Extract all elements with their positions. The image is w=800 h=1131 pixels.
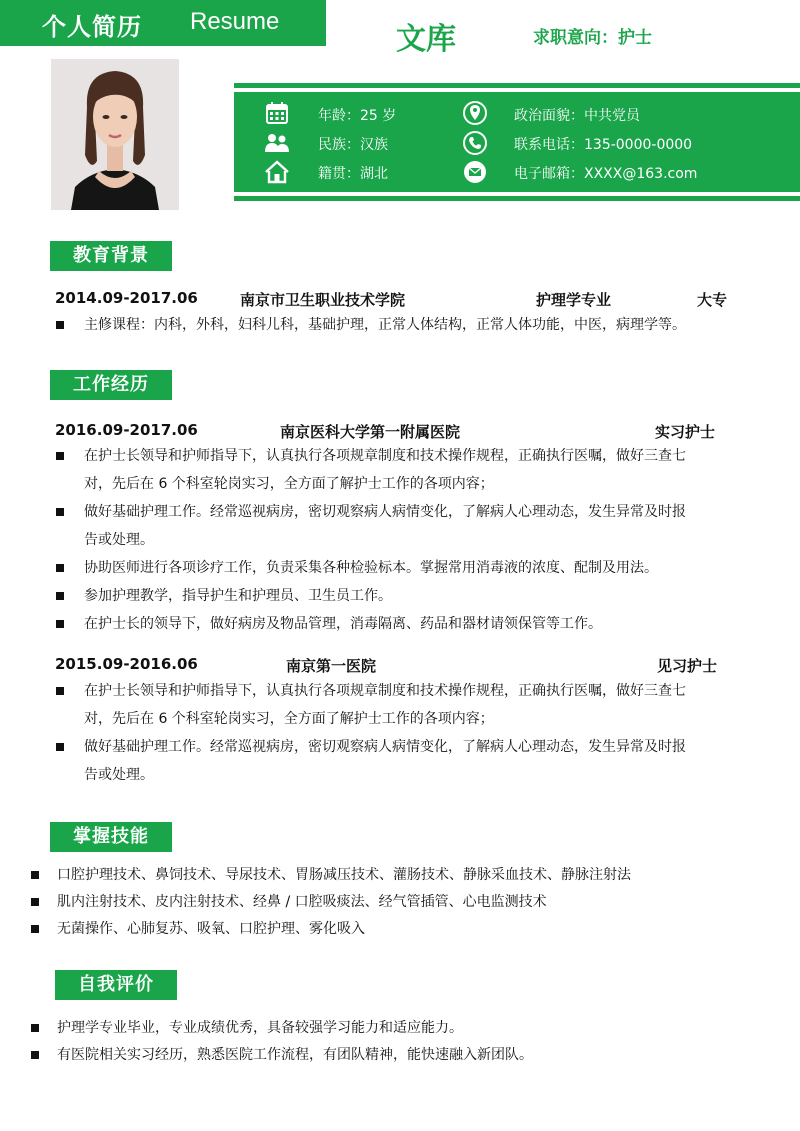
job-duty-line: 在护士长的领导下，做好病房及物品管理，消毒隔离、药品和器材请领保管等工作。 [84,616,602,632]
bullet [31,871,39,879]
job-duty-line: 参加护理教学，指导护生和护理员、卫生员工作。 [84,588,392,604]
education-major: 护理学专业 [536,291,612,309]
job-duty-line: 告或处理。 [84,767,154,783]
resume-title-en: Resume [190,8,280,35]
bullet [31,898,39,906]
info-top-rule [234,83,800,88]
profile-photo [51,59,179,210]
bullet [31,1024,39,1032]
origin-field: 籍贯：湖北 [318,166,388,182]
home-icon [264,159,290,185]
job-role: 实习护士 [655,423,716,441]
job-organization: 南京第一医院 [286,657,377,675]
job-duty-line: 告或处理。 [84,532,154,548]
education-degree: 大专 [697,291,728,309]
bullet [56,687,64,695]
phone-field: 联系电话：135-0000-0000 [514,137,693,153]
title-banner [0,0,326,46]
job-period: 2016.09-2017.06 [55,421,198,439]
calendar-icon [264,100,290,126]
self-eval-item: 护理学专业毕业，专业成绩优秀，具备较强学习能力和适应能力。 [57,1020,463,1036]
education-school: 南京市卫生职业技术学院 [240,291,406,309]
skill-item: 口腔护理技术、鼻饲技术、导尿技术、胃肠减压技术、灌肠技术、静脉采血技术、静脉注射法 [57,867,631,883]
brand-label: 文库 [396,22,456,57]
self-eval-heading: 自我评价 [55,970,177,1000]
basic-info-panel [234,83,800,201]
job-duty-line: 在护士长领导和护师指导下，认真执行各项规章制度和技术操作规程，正确执行医嘱，做好三查七 [84,448,686,464]
job-role: 见习护士 [657,657,718,675]
job-duty-line: 在护士长领导和护师指导下，认真执行各项规章制度和技术操作规程，正确执行医嘱，做好三查七 [84,683,686,699]
bullet [56,564,64,572]
bullet [31,925,39,933]
skill-item: 无菌操作、心肺复苏、吸氧、口腔护理、雾化吸入 [57,921,365,937]
ethnicity-field: 民族：汉族 [318,137,388,153]
resume-title-cn: 个人简历 [42,13,142,41]
job-organization: 南京医科大学第一附属医院 [280,423,461,441]
bullet [56,592,64,600]
job-duty-line: 协助医师进行各项诊疗工作，负责采集各种检验标本。掌握常用消毒液的浓度、配制及用法。 [84,560,658,576]
education-period: 2014.09-2017.06 [55,289,198,307]
email-field: 电子邮箱：XXXX@163.com [514,166,698,182]
skill-item: 肌内注射技术、皮内注射技术、经鼻 / 口腔吸痰法、经气管插管、心电监测技术 [57,894,547,910]
age-field: 年龄：25 岁 [318,108,397,124]
bullet [56,620,64,628]
mail-icon [462,159,488,185]
politics-field: 政治面貌：中共党员 [514,108,640,124]
bullet [56,743,64,751]
job-period: 2015.09-2016.06 [55,655,198,673]
job-duty-line: 对，先后在 6 个科室轮岗实习，全方面了解护士工作的各项内容； [84,476,494,492]
job-intent: 求职意向：护士 [533,28,652,48]
people-icon [264,130,290,156]
bullet [31,1051,39,1059]
info-bottom-rule [234,196,800,201]
bullet [56,321,64,329]
education-courses: 主修课程：内科，外科，妇科儿科，基础护理，正常人体结构，正常人体功能，中医，病理学等。 [84,317,686,333]
skills-heading: 掌握技能 [50,822,172,852]
job-duty-line: 做好基础护理工作。经常巡视病房，密切观察病人病情变化，了解病人心理动态，发生异常及时报 [84,739,686,755]
location-icon [462,100,488,126]
bullet [56,508,64,516]
job-duty-line: 对，先后在 6 个科室轮岗实习，全方面了解护士工作的各项内容； [84,711,494,727]
education-heading: 教育背景 [50,241,172,271]
self-eval-item: 有医院相关实习经历，熟悉医院工作流程，有团队精神，能快速融入新团队。 [57,1047,533,1063]
work-heading: 工作经历 [50,370,172,400]
job-duty-line: 做好基础护理工作。经常巡视病房，密切观察病人病情变化，了解病人心理动态，发生异常及时报 [84,504,686,520]
phone-icon [462,130,488,156]
bullet [56,452,64,460]
